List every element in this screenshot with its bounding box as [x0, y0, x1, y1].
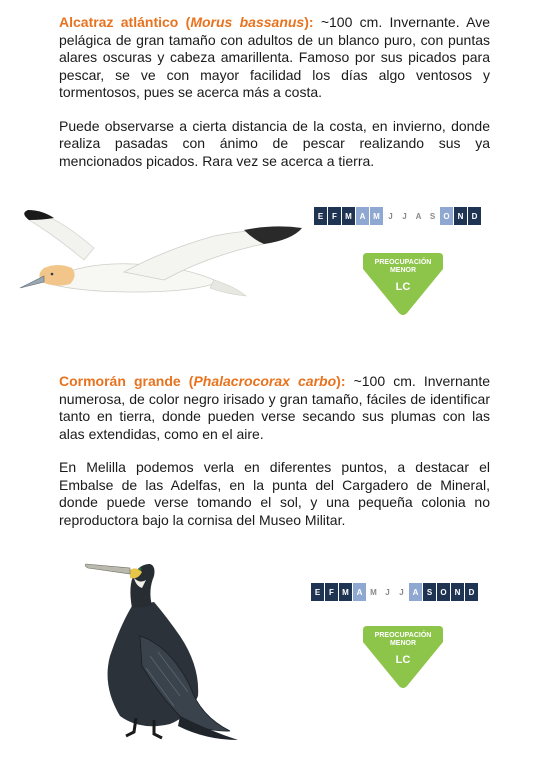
status-line1: PREOCUPACIÓN: [374, 632, 432, 639]
gannet-illustration: [14, 200, 304, 315]
month-cell: M: [367, 583, 380, 601]
month-cell: A: [409, 583, 422, 601]
month-cell: F: [325, 583, 338, 601]
month-cell: J: [398, 207, 411, 225]
month-cell: J: [384, 207, 397, 225]
month-cell: D: [468, 207, 481, 225]
month-cell: M: [342, 207, 355, 225]
cormorant-illustration: [80, 556, 240, 742]
phenology-calendar: [314, 207, 482, 225]
month-cell: A: [356, 207, 369, 225]
species-description: [59, 373, 490, 443]
status-code: LC: [395, 281, 411, 293]
paren: ):: [304, 14, 314, 30]
month-cell: A: [353, 583, 366, 601]
scientific-name: Morus bassanus: [190, 14, 305, 30]
month-cell: J: [395, 583, 408, 601]
description-text: ~100 cm. Invernante numerosa, de color negro irisado y gran tamaño, fáciles de identificar tanto en tierra, donde pueden verse secando sus plumas con las alas extendidas, como en el aire.: [59, 373, 490, 442]
common-name: Cormorán grande: [59, 373, 181, 389]
status-code: LC: [395, 654, 411, 666]
status-line1: PREOCUPACIÓN: [374, 259, 432, 266]
species-title: [59, 14, 314, 30]
phenology-calendar: [311, 583, 479, 601]
month-cell: N: [451, 583, 464, 601]
status-line2: MENOR: [389, 267, 417, 274]
month-cell: N: [454, 207, 467, 225]
species-habitat: En Melilla podemos verla en diferentes puntos, a destacar el Embalse de las Adelfas, en la punta del Cargadero de Mineral, donde puede verse tomando el sol, y una pequeña colonia no reproductora bajo la cornisa del Museo Militar.: [59, 459, 490, 528]
month-cell: O: [440, 207, 453, 225]
species-title: [59, 373, 345, 389]
paren: ):: [336, 373, 346, 389]
month-cell: E: [314, 207, 327, 225]
month-cell: O: [437, 583, 450, 601]
description-text: ~100 cm. Invernante. Ave pelágica de gran tamaño con adultos de un blanco puro, con puntas alares oscuras y cabeza amarillenta. Famoso por sus picados para pescar, se ve con mayor facilidad los días algo ventosos y tormentosos, pues se acerca más a costa.: [59, 14, 490, 100]
month-cell: A: [412, 207, 425, 225]
species-entry-gannet: [59, 14, 490, 186]
month-cell: D: [465, 583, 478, 601]
month-cell: S: [423, 583, 436, 601]
paren: (: [185, 14, 191, 30]
species-description: [59, 14, 490, 102]
month-cell: M: [370, 207, 383, 225]
paren: (: [188, 373, 194, 389]
conservation-status-badge: [361, 624, 445, 690]
common-name: Alcatraz atlántico: [59, 14, 179, 30]
species-entry-cormorant: [59, 373, 490, 545]
scientific-name: Phalacrocorax carbo: [193, 373, 337, 389]
status-line2: MENOR: [389, 640, 417, 647]
month-cell: M: [339, 583, 352, 601]
month-cell: J: [381, 583, 394, 601]
month-cell: S: [426, 207, 439, 225]
conservation-status-badge: [361, 251, 445, 317]
month-cell: F: [328, 207, 341, 225]
species-habitat: Puede observarse a cierta distancia de la costa, en invierno, donde realiza pasadas con ánimo de pescar realizando sus ya mencionados picados. Rara vez se acerca a tierra.: [59, 117, 490, 169]
month-cell: E: [311, 583, 324, 601]
